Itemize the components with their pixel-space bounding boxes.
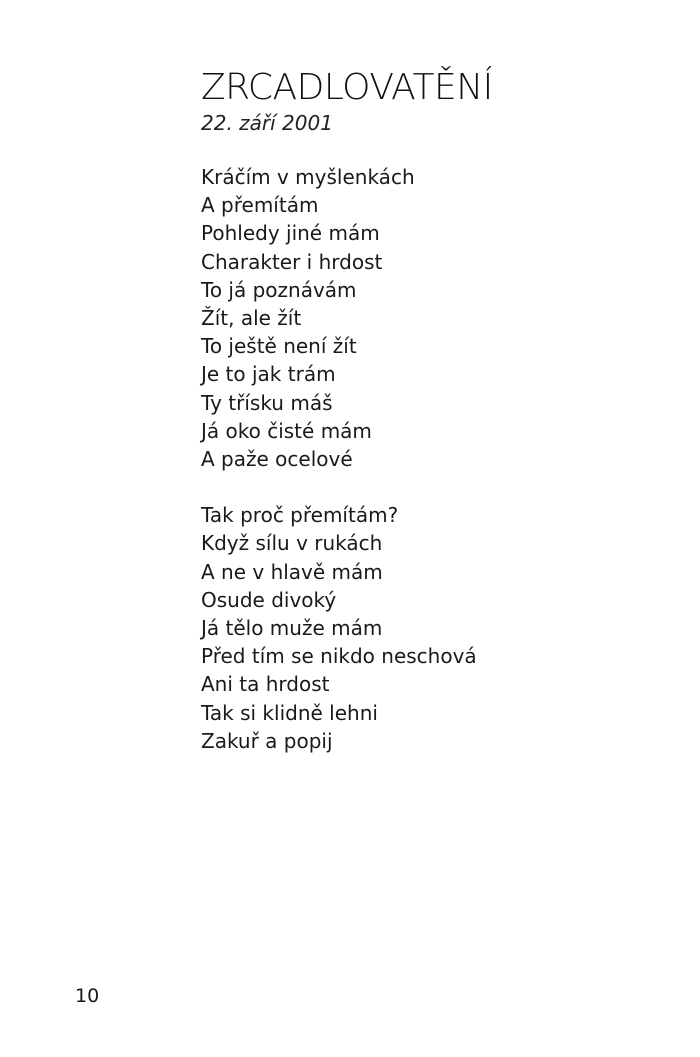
poem-line: To já poznávám	[201, 277, 357, 302]
poem-line: A ne v hlavě mám	[201, 559, 383, 584]
poem-line: Tak si klidně lehni	[201, 700, 378, 725]
poem-line: Já oko čisté mám	[201, 418, 372, 443]
poem-line: Charakter i hrdost	[201, 249, 383, 274]
poem-line: Tak proč přemítám?	[201, 503, 399, 528]
poem-line: Je to jak trám	[201, 362, 336, 387]
poem-line: Pohledy jiné mám	[201, 221, 380, 246]
poem-line: Když sílu v rukách	[201, 531, 383, 556]
poem-date: 22. září 2001	[201, 111, 333, 135]
poem-line: Já tělo muže mám	[201, 616, 383, 641]
poem-line: Ani ta hrdost	[201, 672, 330, 697]
poem-line: Kráčím v myšlenkách	[201, 165, 415, 189]
stanza-1	[201, 163, 661, 473]
poem-line: Ty třísku máš	[201, 390, 333, 415]
poem-line: Žít, ale žít	[201, 306, 302, 331]
poem-line: Před tím se nikdo neschová	[201, 644, 477, 669]
poem-line: Osude divoký	[201, 587, 337, 612]
poem-line: A přemítám	[201, 193, 319, 218]
poem-line: Zakuř a popij	[201, 728, 333, 753]
poem	[201, 66, 661, 755]
poem-line: A paže ocelové	[201, 447, 353, 472]
page-number: 10	[75, 985, 100, 1007]
poem-line: To ještě není žít	[201, 334, 357, 359]
poem-title: ZRCADLOVATĚNÍ	[201, 67, 493, 108]
stanza-2	[201, 501, 661, 755]
